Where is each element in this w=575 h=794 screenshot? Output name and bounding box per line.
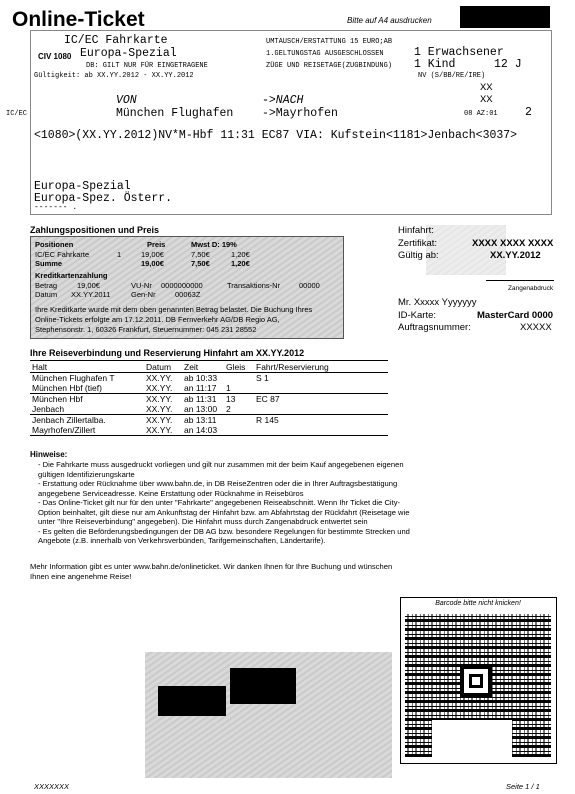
redacted-box [460, 6, 550, 28]
cc-gen: 00063Z [175, 290, 201, 299]
validity-range: Gültigkeit: ab XX.YY.2012 - XX.YY.2012 [34, 72, 194, 80]
cell-fahrt: EC 87 [256, 394, 280, 404]
passengers-child: 1 Kind [414, 58, 456, 71]
hint-text: Das Online-Ticket gilt nur für den unter "Fahrkarte" angegebenen Reiseabschnitt. Wenn Ihr Ticket die City-Option beinhaltet, gilt diese nur am Ankunftstag der Hinfahrt bzw. am Abfahrtstag der Rückfahrt (Reisetage wie unter "Ihre Reiseverbindung" angegeben). Die Hinfahrt muss durch Zangenabdruck entwertet sein [38, 498, 410, 526]
cell-zeit: an 14:03 [184, 425, 218, 435]
hint-text: Erstattung oder Rücknahme über www.bahn.de, in DB ReiseZentren oder die in Ihrer Auftragsbestätigung angegebene Serviceadresse. Keine Erstattung oder Rücknahme in Reisebüros [38, 479, 398, 498]
condition-3: ZÜGE UND REISETAGE(ZUGBINDUNG) [266, 62, 393, 70]
hint-text: Es gelten die Beförderungsbedingungen der DB AG bzw. besondere Regelungen für bestimmte Strecken und Angebote (z.B. innerhalb von Verkehrsverbünden, Tarifgemeinschaften, Ländertarife). [38, 526, 410, 545]
cc-vu-label: VU-Nr [131, 281, 152, 290]
payment-box [30, 236, 344, 339]
th-zeit: Zeit [184, 362, 199, 372]
cell-datum: XX.YY. [146, 404, 173, 414]
zangen-line [486, 280, 554, 281]
civ-code: CIV 1080 [38, 52, 72, 61]
item-name: IC/EC Fahrkarte [35, 250, 90, 259]
nach-label: ->NACH [262, 94, 304, 107]
th-datum: Datum [146, 362, 172, 372]
item-price: 19,00€ [141, 250, 164, 259]
payment-note-1: Ihre Kreditkarte wurde mit dem oben genannten Betrag belastet. Die Buchung Ihres [35, 305, 313, 314]
cell-zeit: ab 10:33 [184, 373, 218, 383]
zangen-label: Zangenabdruck [508, 285, 554, 292]
icec-left-label: IC/EC [6, 110, 28, 118]
table-row [30, 383, 388, 394]
connection-heading: Ihre Reiseverbindung und Reservierung Hinfahrt am XX.YY.2012 [30, 348, 305, 358]
cell-halt: Jenbach Zillertalba. [32, 415, 106, 425]
cell-zeit: an 13:00 [184, 404, 218, 414]
von-label: VON [116, 94, 137, 107]
travel-class: 2 [525, 106, 532, 119]
gueltig-label: Gültig ab: [398, 250, 439, 261]
cell-halt: Mayrhofen/Zillert [32, 425, 96, 435]
cell-fahrt: R 145 [256, 415, 279, 425]
nv-info: NV (S/BB/RE/IRE) [418, 72, 486, 80]
cell-gleis [224, 415, 254, 426]
condition-1: UMTAUSCH/ERSTATTUNG 15 EURO;AB [266, 38, 393, 46]
col-vat: Mwst D: 19% [191, 240, 237, 249]
item-vat-2: 1,20€ [231, 250, 250, 259]
col-positions: Positionen [35, 240, 74, 249]
col-price: Preis [147, 240, 166, 249]
cell-fahrt [254, 404, 388, 415]
cell-halt: München Hbf [32, 394, 83, 404]
sum-label: Summe [35, 259, 63, 268]
hint-item: - Erstattung oder Rücknahme über www.bahn.de, in DB ReiseZentren oder die in Ihrer Auftragsbestätigung angegebene Serviceadresse. Keine Erstattung oder Rücknahme in Reisebüros [38, 479, 398, 498]
cell-zeit: an 11:17 [184, 383, 217, 393]
barcode-hint: Barcode bitte nicht knicken! [435, 600, 521, 607]
condition-2: 1.GELTUNGSTAG AUSGESCHLOSSEN [266, 50, 384, 58]
th-fahrt: Fahrt/Reservierung [256, 362, 329, 372]
redacted-box-right [230, 668, 296, 704]
cc-date-label: Datum [35, 290, 58, 299]
payment-note-3: Stephensonstr. 1, 60326 Frankfurt, Steuernummer: 045 231 28552 [35, 325, 257, 334]
cell-fahrt [254, 425, 388, 436]
payment-heading: Zahlungspositionen und Preis [30, 225, 160, 235]
cc-amount: 19,00€ [77, 281, 100, 290]
cell-gleis: 13 [226, 394, 236, 404]
page-number: Seite 1 / 1 [506, 782, 540, 791]
hint-item: - Die Fahrkarte muss ausgedruckt vorliegen und gilt nur zusammen mit der beim Kauf angegebenen eigenen gültigen Identifizierungskarte [38, 460, 404, 479]
auftrag-value: XXXXX [520, 322, 552, 333]
cell-gleis: 2 [226, 404, 231, 414]
cell-halt: Jenbach [32, 404, 65, 414]
ticket-foot-3: ------- . [34, 203, 78, 212]
item-vat-1: 7,50€ [191, 250, 210, 259]
barcode-white-area [432, 720, 512, 758]
cell-zeit: ab 13:11 [184, 415, 217, 425]
hint-text: Die Fahrkarte muss ausgedruckt vorliegen und gilt nur zusammen mit der beim Kauf angegebenen eigenen gültigen Identifizierungskarte [38, 460, 404, 479]
cell-gleis [224, 373, 254, 384]
th-halt: Halt [32, 362, 48, 372]
more-info: Mehr Information gibt es unter www.bahn.de/onlineticket. Wir danken Ihnen für Ihre Buchung und wünschen Ihnen eine angenehme Reise! [30, 562, 393, 581]
table-header-row [30, 362, 388, 373]
cc-trans-label: Transaktions-Nr [227, 281, 281, 290]
payment-note-2: Online-Tickets erfolgte am 17.12.2011. DB Fernverkehr AG/DB Regio AG, [35, 315, 280, 324]
footer-left: XXXXXXX [34, 782, 70, 791]
cell-datum: XX.YY. [146, 373, 173, 383]
holder-name: Mr. Xxxxx Yyyyyyy [398, 297, 477, 308]
cell-datum: XX.YY. [146, 383, 173, 393]
gueltig-value: XX.YY.2012 [490, 250, 541, 261]
redacted-box-left [158, 686, 226, 716]
hints-heading: Hinweise: [30, 450, 68, 459]
cell-datum: XX.YY. [146, 415, 173, 425]
route-line: <1080>(XX.YY.2012)NV*M-Hbf 11:31 EC87 VIA: Kufstein<1181>Jenbach<3037> [34, 129, 518, 142]
cell-datum: XX.YY. [146, 425, 173, 435]
id-label: ID-Karte: [398, 310, 437, 321]
table-row [30, 404, 388, 415]
cc-amount-label: Betrag [35, 281, 58, 290]
child-age: 12 J [494, 58, 522, 71]
hint-item: - Es gelten die Beförderungsbedingungen der DB AG bzw. besondere Regelungen für bestimmte Strecken und Angebote (z.B. innerhalb von Verkehrsverbünden, Tarifgemeinschaften, Ländertarife). [38, 526, 410, 545]
cell-fahrt: S 1 [256, 373, 269, 383]
ticket-foot-2: Europa-Spez. Österr. [34, 192, 173, 205]
cell-gleis [224, 425, 254, 436]
ticket-foot-1: Europa-Spezial [34, 180, 131, 193]
cell-datum: XX.YY. [146, 394, 173, 404]
cc-gen-label: Gen-Nr [131, 290, 156, 299]
xx-code-1: XX [480, 82, 493, 94]
th-gleis: Gleis [226, 362, 246, 372]
db-note: DB: GILT NUR FÜR EINGETRAGENE [86, 62, 208, 70]
cc-date: XX.YY.2011 [71, 290, 111, 299]
ticket-service: IC/EC Fahrkarte [64, 34, 168, 47]
to-station: ->Mayrhofen [262, 107, 338, 120]
xx-code-2: XX [480, 94, 493, 106]
hint-item: - Das Online-Ticket gilt nur für den unter "Fahrkarte" angegebenen Reiseabschnitt. Wenn Ihr Ticket die City-Option beinhaltet, gilt diese nur am Ankunftstag der Hinfahrt bzw. am Abfahrtstag der Rückfahrt (Reisetage wie unter "Ihre Reiseverbindung" angegeben). Die Hinfahrt muss durch Zangenabdruck entwertet sein [38, 498, 410, 526]
cell-halt: München Hbf (tief) [32, 383, 102, 393]
sum-vat-1: 7,50€ [191, 259, 210, 268]
cc-trans: 00000 [299, 281, 320, 290]
cell-gleis: 1 [226, 383, 231, 393]
sum-price: 19,00€ [141, 259, 164, 268]
table-row [30, 394, 388, 405]
item-qty: 1 [117, 250, 122, 259]
from-station: München Flughafen [116, 107, 234, 120]
cell-fahrt [254, 383, 388, 394]
id-value: MasterCard 0000 [477, 310, 554, 321]
cell-halt: München Flughafen T [32, 373, 115, 383]
ticket-product: Europa-Spezial [80, 47, 177, 60]
hints-list [30, 460, 410, 546]
table-row [30, 373, 388, 384]
cc-heading: Kreditkartenzahlung [35, 271, 108, 280]
zertifikat-label: Zertifikat: [398, 238, 438, 249]
table-row [30, 415, 388, 426]
barcode-center-icon [460, 665, 492, 697]
connection-rule [30, 360, 388, 361]
auftrag-label: Auftragsnummer: [398, 322, 471, 333]
time-code: 08 AZ:01 [464, 110, 498, 118]
table-row [30, 425, 388, 436]
cell-zeit: ab 11:31 [184, 394, 217, 404]
zertifikat-value: XXXX XXXX XXXX [472, 238, 554, 249]
hinfahrt-label: Hinfahrt: [398, 225, 434, 236]
sum-vat-2: 1,20€ [231, 259, 250, 268]
passengers-adult: 1 Erwachsener [414, 46, 504, 59]
print-hint: Bitte auf A4 ausdrucken [347, 16, 432, 25]
connection-table [30, 362, 388, 436]
cc-vu: 0000000000 [161, 281, 203, 290]
page-title: Online-Ticket [12, 8, 145, 31]
